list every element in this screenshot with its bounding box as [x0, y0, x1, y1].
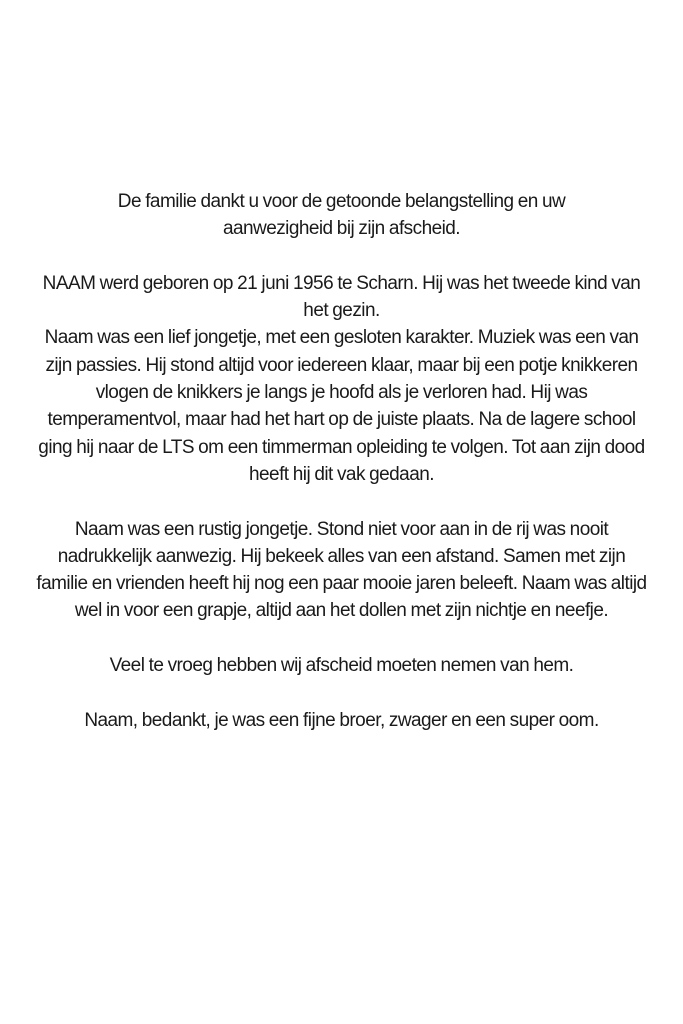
birth-paragraph: NAAM werd geboren op 21 juni 1956 te Scharn. Hij was het tweede kind van het gezin.	[42, 272, 641, 322]
paragraph-spacer	[36, 243, 647, 270]
memorial-text	[36, 188, 647, 734]
paragraph-spacer	[36, 679, 647, 706]
paragraph-spacer	[36, 625, 647, 652]
closing-paragraph: Naam, bedankt, je was een fijne broer, zwager en een super oom.	[84, 709, 599, 731]
thanks-paragraph: De familie dankt u voor de getoonde belangstelling en uw aanwezigheid bij zijn afscheid.	[117, 191, 566, 240]
paragraph-spacer	[36, 488, 647, 515]
childhood-paragraph: Naam was een lief jongetje, met een gesloten karakter. Muziek was een van zijn passies. Hij stond altijd voor iedereen klaar, maar bij een potje knikkeren vlogen de knikkers je langs je hoofd als je verloren had. Hij was temperamentvol, maar had het hart op de juiste plaats. Na de lagere school ging hij naar de LTS om een timmerman opleiding te volgen. Tot aan zijn dood heeft hij dit vak gedaan.	[38, 327, 645, 485]
farewell-paragraph: Veel te vroeg hebben wij afscheid moeten nemen van hem.	[109, 655, 574, 677]
character-paragraph: Naam was een rustig jongetje. Stond niet voor aan in de rij was nooit nadrukkelijk aanwezig. Hij bekeek alles van een afstand. Samen met zijn familie en vrienden heeft hij nog een paar mooie jaren beleeft. Naam was altijd wel in voor een grapje, altijd aan het dollen met zijn nichtje en neefje.	[36, 518, 647, 622]
